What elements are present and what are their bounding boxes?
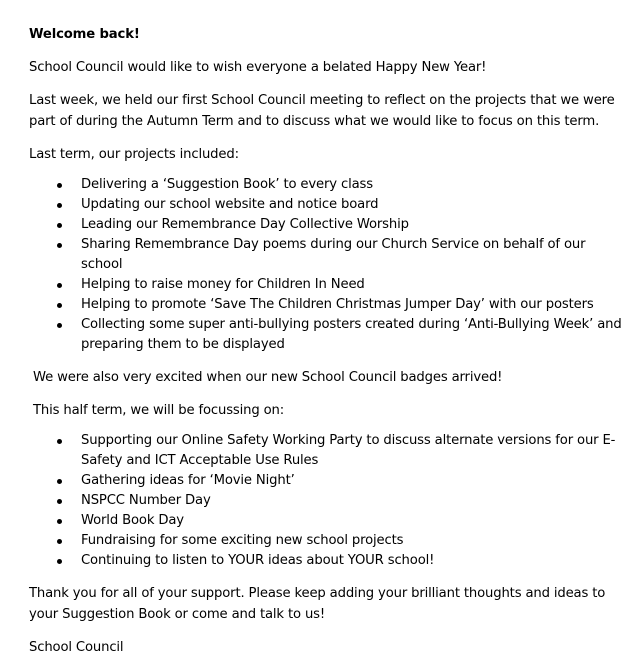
- bullet-icon: [57, 499, 62, 504]
- list-item-text: Collecting some super anti-bullying posters created during ‘Anti-Bullying Week’ and preparing them to be displayed: [81, 317, 622, 352]
- list-item: [29, 275, 629, 295]
- list-item: [29, 511, 629, 531]
- list-item: [29, 315, 629, 355]
- list-item-text: Continuing to listen to YOUR ideas about YOUR school!: [81, 553, 435, 568]
- list-item: [29, 215, 629, 235]
- list-item: [29, 175, 629, 195]
- badges-paragraph: We were also very excited when our new School Council badges arrived!: [33, 370, 503, 385]
- bullet-icon: [57, 303, 62, 308]
- list-item: [29, 551, 629, 571]
- bullet-icon: [57, 243, 62, 248]
- list-item: [29, 471, 629, 491]
- list-item-text: Sharing Remembrance Day poems during our Church Service on behalf of our school: [81, 237, 586, 272]
- list-item: [29, 431, 629, 471]
- list-item-text: Leading our Remembrance Day Collective Worship: [81, 217, 409, 232]
- bullet-icon: [57, 283, 62, 288]
- bullet-icon: [57, 519, 62, 524]
- bullet-icon: [57, 203, 62, 208]
- list-item: [29, 295, 629, 315]
- thanks-paragraph: Thank you for all of your support. Please keep adding your brilliant thoughts and ideas to your Suggestion Book or come and talk to us!: [29, 586, 606, 622]
- list-item: [29, 531, 629, 551]
- list-item-text: Delivering a ‘Suggestion Book’ to every class: [81, 177, 373, 192]
- list-item-text: World Book Day: [81, 513, 184, 528]
- bullet-icon: [57, 323, 62, 328]
- meeting-paragraph: Last week, we held our first School Council meeting to reflect on the projects that we were part of during the Autumn Term and to discuss what we would like to focus on this term.: [29, 93, 615, 129]
- list-item-text: Updating our school website and notice board: [81, 197, 379, 212]
- list-item: [29, 235, 629, 275]
- bullet-icon: [57, 439, 62, 444]
- greeting-heading: Welcome back!: [29, 27, 140, 42]
- list-item: [29, 195, 629, 215]
- this-term-list: [29, 431, 629, 571]
- list-item-text: Supporting our Online Safety Working Party to discuss alternate versions for our E-Safety and ICT Acceptable Use Rules: [81, 433, 616, 468]
- bullet-icon: [57, 479, 62, 484]
- bullet-icon: [57, 183, 62, 188]
- letter: [29, 24, 629, 658]
- bullet-icon: [57, 223, 62, 228]
- last-term-list: [29, 175, 629, 355]
- signoff: School Council: [29, 640, 124, 655]
- list-item-text: Helping to raise money for Children In Need: [81, 277, 365, 292]
- bullet-icon: [57, 539, 62, 544]
- list-item: [29, 491, 629, 511]
- this-term-heading: This half term, we will be focussing on:: [33, 403, 285, 418]
- list-item-text: Fundraising for some exciting new school projects: [81, 533, 404, 548]
- intro-paragraph: School Council would like to wish everyone a belated Happy New Year!: [29, 60, 487, 75]
- list-item-text: NSPCC Number Day: [81, 493, 211, 508]
- bullet-icon: [57, 559, 62, 564]
- last-term-heading: Last term, our projects included:: [29, 147, 239, 162]
- list-item-text: Helping to promote ‘Save The Children Christmas Jumper Day’ with our posters: [81, 297, 594, 312]
- list-item-text: Gathering ideas for ‘Movie Night’: [81, 473, 295, 488]
